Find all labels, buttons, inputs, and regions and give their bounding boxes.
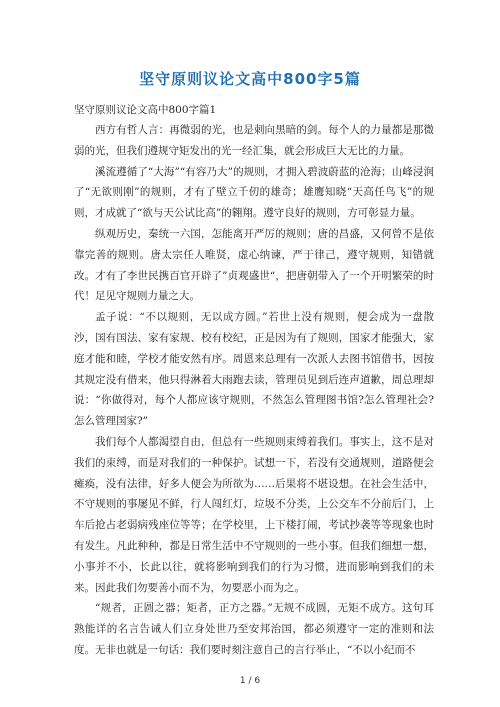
page-number: 1 / 6 bbox=[239, 676, 261, 686]
paragraph: 孟子说：“不以规则，无以成方圆。”若世上没有规则，便会成为一盘散沙，国有国法、家有家规、校有校纪，正是因为有了规则，国家才能强大，家庭才能和睦，学校才能安然有序。周恩来总理有一次派人去图书馆借书，因按其规定没有借来，他只得淋着大雨跑去读，管理员见到后连声道歉，周总理却说：“你做得对，每个人都应该守规则，不然怎么管理图书馆?怎么管理社会?怎么管理国家?” bbox=[74, 311, 434, 428]
paragraph: 西方有哲人言：再微弱的光，也是刺向黑暗的剑。每个人的力量都是那微弱的光，但我们遵规守矩发出的光一经汇集，就会形成巨大无比的力量。 bbox=[74, 124, 434, 157]
paragraph: “规者，正圆之器；矩者，正方之器。”无规不成圆，无矩不成方。这句耳熟能详的名言告诫人们立身处世乃至安邦治国，都必须遵守一定的准则和法度。无非也就是一句话：我们要时刻注意自己的言行举止，“不以小纪而不 bbox=[74, 602, 434, 656]
paragraph: 我们每个人都渴望自由，但总有一些规则束缚着我们。事实上，这不是对我们的束缚，而是对我们的一种保护。试想一下，若没有交通规则，道路便会瘫痪，没有法律，好多人便会为所欲为……后果将不堪设想。在社会生活中，不守规则的事屡见不鲜，行人闯红灯，垃圾不分类，上公交车不分前后门，上车后抢占老弱病残座位等等；在学校里，上下楼打闹，考试抄袭等等现象也时有发生。凡此种种，都是日常生活中不守规则的一些小事。但我们细想一想，小事并不小，长此以往，就将影响到我们的行为习惯，进而影响到我们的未来。因此我们勿要善小而不为，勿要恶小而为之。 bbox=[74, 435, 434, 594]
paragraph: 溪流遵循了“大海”“有容乃大”的规则，才拥入碧波蔚蓝的沧海；山峰浸润了“无欲则刚”的规则，才有了壁立千仞的雄奇；雄鹰知晓“天高任鸟飞”的规则，才成就了“欲与天公试比高”的翱翔。遵守良好的规则，方可彰显力量。 bbox=[74, 165, 434, 220]
section-subtitle: 坚守原则议论文高中800字篇1 bbox=[74, 104, 217, 116]
paragraph: 纵观历史，秦统一六国，怎能离开严厉的规则；唐的昌盛，又何曾不是依靠完善的规则。唐太宗任人唯贤，虚心纳谏，严于律己，遵守规则，知错就改。才有了李世民携百官开辟了”贞观盛世“，把唐朝带入了一个开明繁荣的时代！足见守规则力量之大。 bbox=[74, 227, 434, 303]
document-title: 坚守原则议论文高中800字5篇 bbox=[139, 70, 361, 88]
document-body bbox=[74, 100, 434, 661]
